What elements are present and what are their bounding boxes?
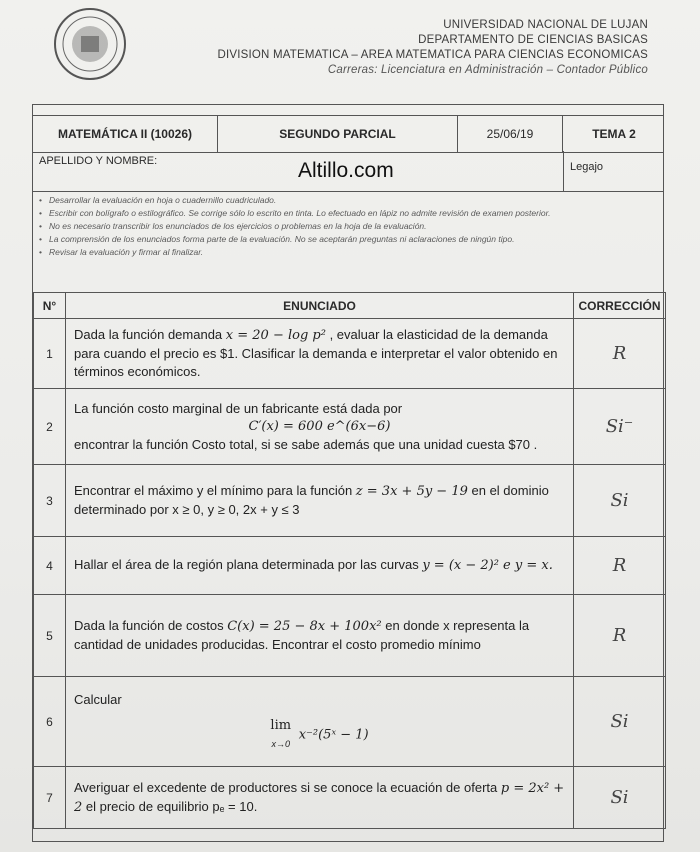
department-name: DEPARTAMENTO DE CIENCIAS BASICAS — [418, 34, 648, 46]
exam-type: SEGUNDO PARCIAL — [218, 116, 458, 152]
correction-mark: R — [574, 319, 666, 389]
correction-mark: R — [574, 595, 666, 677]
instruction-item: • No es necesario transcribir los enunciados de los ejercicios o problemas en la hoja de la evaluación. — [39, 221, 659, 232]
correction-mark: Si — [574, 465, 666, 537]
instruction-item: • La comprensión de los enunciados forma parte de la evaluación. No se aceptarán preguntas ni aclaraciones de ningún tipo. — [39, 234, 659, 245]
instruction-item: • Revisar la evaluación y firmar al finalizar. — [39, 247, 659, 258]
correction-mark: Si⁻ — [574, 389, 666, 465]
legajo-label: Legajo — [563, 151, 665, 191]
university-name: UNIVERSIDAD NACIONAL DE LUJAN — [443, 19, 648, 31]
question-number: 2 — [34, 389, 66, 465]
institution-header — [128, 18, 648, 78]
exam-sheet — [32, 104, 664, 842]
question-number: 1 — [34, 319, 66, 389]
question-number: 4 — [34, 537, 66, 595]
limit-subscript: x→0 — [271, 738, 290, 749]
table-row — [34, 537, 666, 595]
questions-table — [33, 292, 666, 829]
name-label: APELLIDO Y NOMBRE: — [39, 155, 158, 167]
table-row — [34, 465, 666, 537]
question-number: 5 — [34, 595, 66, 677]
question-number: 3 — [34, 465, 66, 537]
exam-info-row — [33, 115, 663, 153]
question-statement: Calcular lim x→0 x⁻²(5ˣ − 1) — [66, 677, 574, 767]
question-number: 6 — [34, 677, 66, 767]
instructions — [39, 195, 659, 260]
question-statement: Hallar el área de la región plana determinada por las curvas y = (x − 2)² e y = x. — [66, 537, 574, 595]
col-correction-header: CORRECCIÓN — [574, 293, 666, 319]
division-name: DIVISION MATEMATICA – AREA MATEMATICA PARA CIENCIAS ECONOMICAS — [217, 49, 648, 61]
question-statement: Dada la función demanda x = 20 − log p² , evaluar la elasticidad de la demanda para cuando el precio es $1. Clasificar la demanda e interpretar el valor obtenido en términos económicos. — [66, 319, 574, 389]
instruction-item: • Escribir con bolígrafo o estilográfico. Se corrige sólo lo escrito en tinta. Lo efectuado en lápiz no admite revisión de examen posterior. — [39, 208, 659, 219]
question-statement: Encontrar el máximo y el mínimo para la función z = 3x + 5y − 19 en el dominio determinado por x ≥ 0, y ≥ 0, 2x + y ≤ 3 — [66, 465, 574, 537]
exam-date: 25/06/19 — [458, 116, 563, 152]
correction-mark: Si — [574, 677, 666, 767]
question-statement: Dada la función de costos C(x) = 25 − 8x + 100x² en donde x representa la cantidad de unidades producidas. Encontrar el costo promedio mínimo — [66, 595, 574, 677]
table-row — [34, 319, 666, 389]
university-seal-icon — [52, 6, 128, 82]
table-row — [34, 389, 666, 465]
instruction-item: • Desarrollar la evaluación en hoja o cuadernillo cuadriculado. — [39, 195, 659, 206]
question-number: 7 — [34, 767, 66, 829]
question-statement: La función costo marginal de un fabricante está dada por C′(x) = 600 e^(6x−6) encontrar la función Costo total, si se sabe además que una unidad cuesta $70 . — [66, 389, 574, 465]
col-statement-header: ENUNCIADO — [66, 293, 574, 319]
course-name: MATEMÁTICA II (10026) — [33, 116, 218, 152]
exam-theme: TEMA 2 — [592, 127, 636, 141]
table-header-row — [34, 293, 666, 319]
correction-mark: Si — [574, 767, 666, 829]
table-row — [34, 677, 666, 767]
watermark: Altillo.com — [298, 159, 394, 182]
col-num-header: N° — [34, 293, 66, 319]
limit-body: x⁻²(5ˣ − 1) — [298, 726, 369, 742]
careers-line: Carreras: Licenciatura en Administración – Contador Público — [327, 64, 648, 76]
table-row — [34, 767, 666, 829]
correction-mark: R — [574, 537, 666, 595]
question-statement: Averiguar el excedente de productores si se conoce la ecuación de oferta p = 2x² + 2 el precio de equilibrio pₑ = 10. — [66, 767, 574, 829]
table-row — [34, 595, 666, 677]
